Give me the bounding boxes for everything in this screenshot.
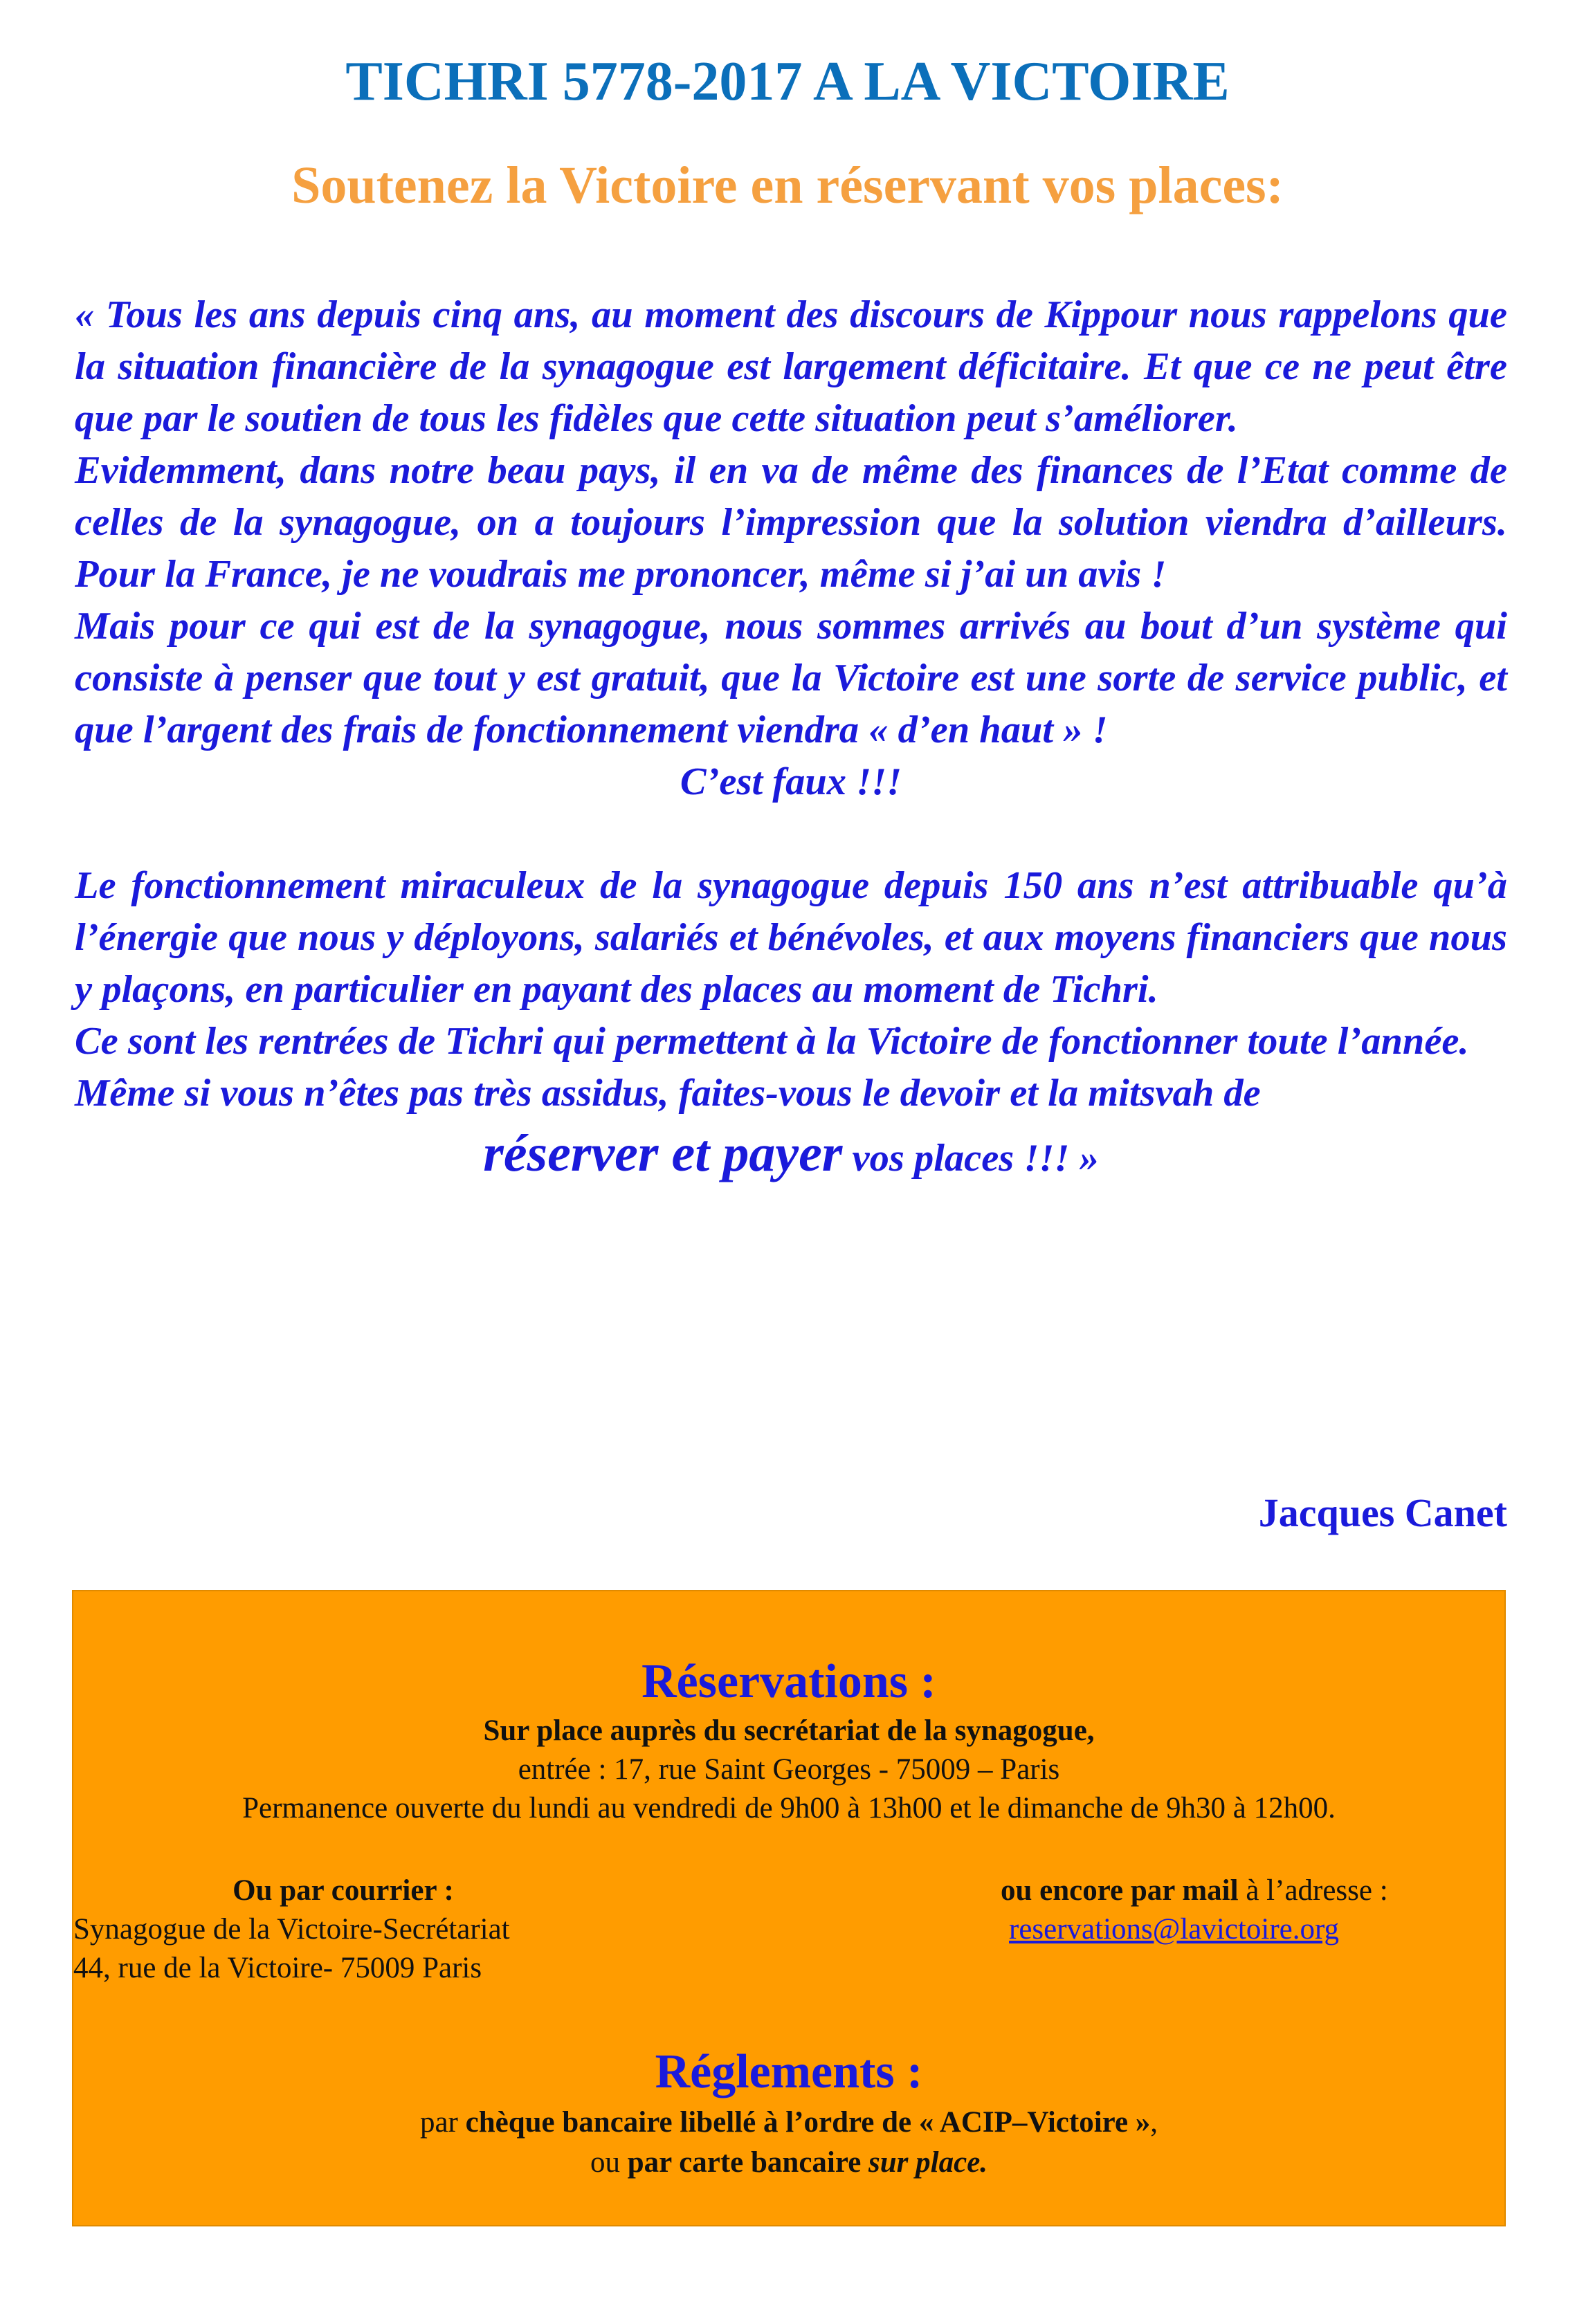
mail-address-line-2: 44, rue de la Victoire- 75009 Paris <box>73 1952 482 1984</box>
mail-address-line-1: Synagogue de la Victoire-Secrétariat <box>73 1913 510 1946</box>
onsite-address: entrée : 17, rue Saint Georges - 75009 – Paris <box>518 1753 1060 1786</box>
page-title: TICHRI 5778-2017 A LA VICTOIRE <box>345 51 1230 112</box>
mail-label: Ou par courrier : <box>233 1874 454 1907</box>
opening-hours: Permanence ouverte du lundi au vendredi de 9h00 à 13h00 et le dimanche de 9h30 à 12h00. <box>242 1792 1336 1824</box>
payments-heading: Réglements : <box>655 2045 923 2098</box>
quote-ending: vos places !!! » <box>852 1137 1099 1180</box>
reservations-heading: Réservations : <box>641 1655 936 1708</box>
quote-paragraph-5: Ce sont les rentrées de Tichri qui permettent à la Victoire de fonctionner toute l’année. <box>75 1020 1469 1063</box>
quote-final-line <box>75 1122 1507 1189</box>
quote-paragraph-6: Même si vous n’êtes pas très assidus, faites-vous le devoir et la mitsvah de <box>75 1072 1261 1115</box>
quote-paragraph-3: Mais pour ce qui est de la synagogue, nous sommes arrivés au bout d’un système qui consiste à penser que tout y est gratuit, que la Victoire est une sorte de service public, et que l’argent des frais de fonctionnement viendra « d’en haut » ! <box>75 605 1507 751</box>
payment-cheque: par chèque bancaire libellé à l’ordre de « ACIP–Victoire », <box>419 2106 1158 2139</box>
email-link[interactable]: reservations@lavictoire.org <box>1009 1913 1340 1946</box>
onsite-label: Sur place auprès du secrétariat de la synagogue, <box>483 1714 1095 1747</box>
mail-column <box>73 1872 613 1988</box>
quote-paragraph-4: Le fonctionnement miraculeux de la synagogue depuis 150 ans n’est attribuable qu’à l’énergie que nous y déployons, salariés et bénévoles, et aux moyens financiers que nous y plaçons, en particulier en payant des places au moment de Tichri. <box>75 864 1507 1011</box>
payment-card: ou par carte bancaire sur place. <box>590 2146 988 2179</box>
email-column <box>1001 1872 1499 1949</box>
quote-block <box>75 289 1507 1189</box>
signature: Jacques Canet <box>1258 1490 1507 1535</box>
quote-emphasis: réserver et payer <box>483 1124 843 1182</box>
email-label: ou encore par mail à l’adresse : <box>1001 1874 1388 1907</box>
reservations-box <box>72 1590 1506 2226</box>
quote-paragraph-2: Evidemment, dans notre beau pays, il en va de même des finances de l’Etat comme de celles de la synagogue, on a toujours l’impression que la solution viendra d’ailleurs. Pour la France, je ne voudrais me prononcer, même si j’ai un avis ! <box>75 449 1507 596</box>
page-subtitle: Soutenez la Victoire en réservant vos places: <box>291 156 1284 214</box>
quote-exclamation: C’est faux !!! <box>680 760 902 803</box>
quote-paragraph-1: « Tous les ans depuis cinq ans, au moment des discours de Kippour nous rappelons que la situation financière de la synagogue est largement déficitaire. Et que ce ne peut être que par le soutien de tous les fidèles que cette situation peut s’améliorer. <box>75 293 1507 440</box>
